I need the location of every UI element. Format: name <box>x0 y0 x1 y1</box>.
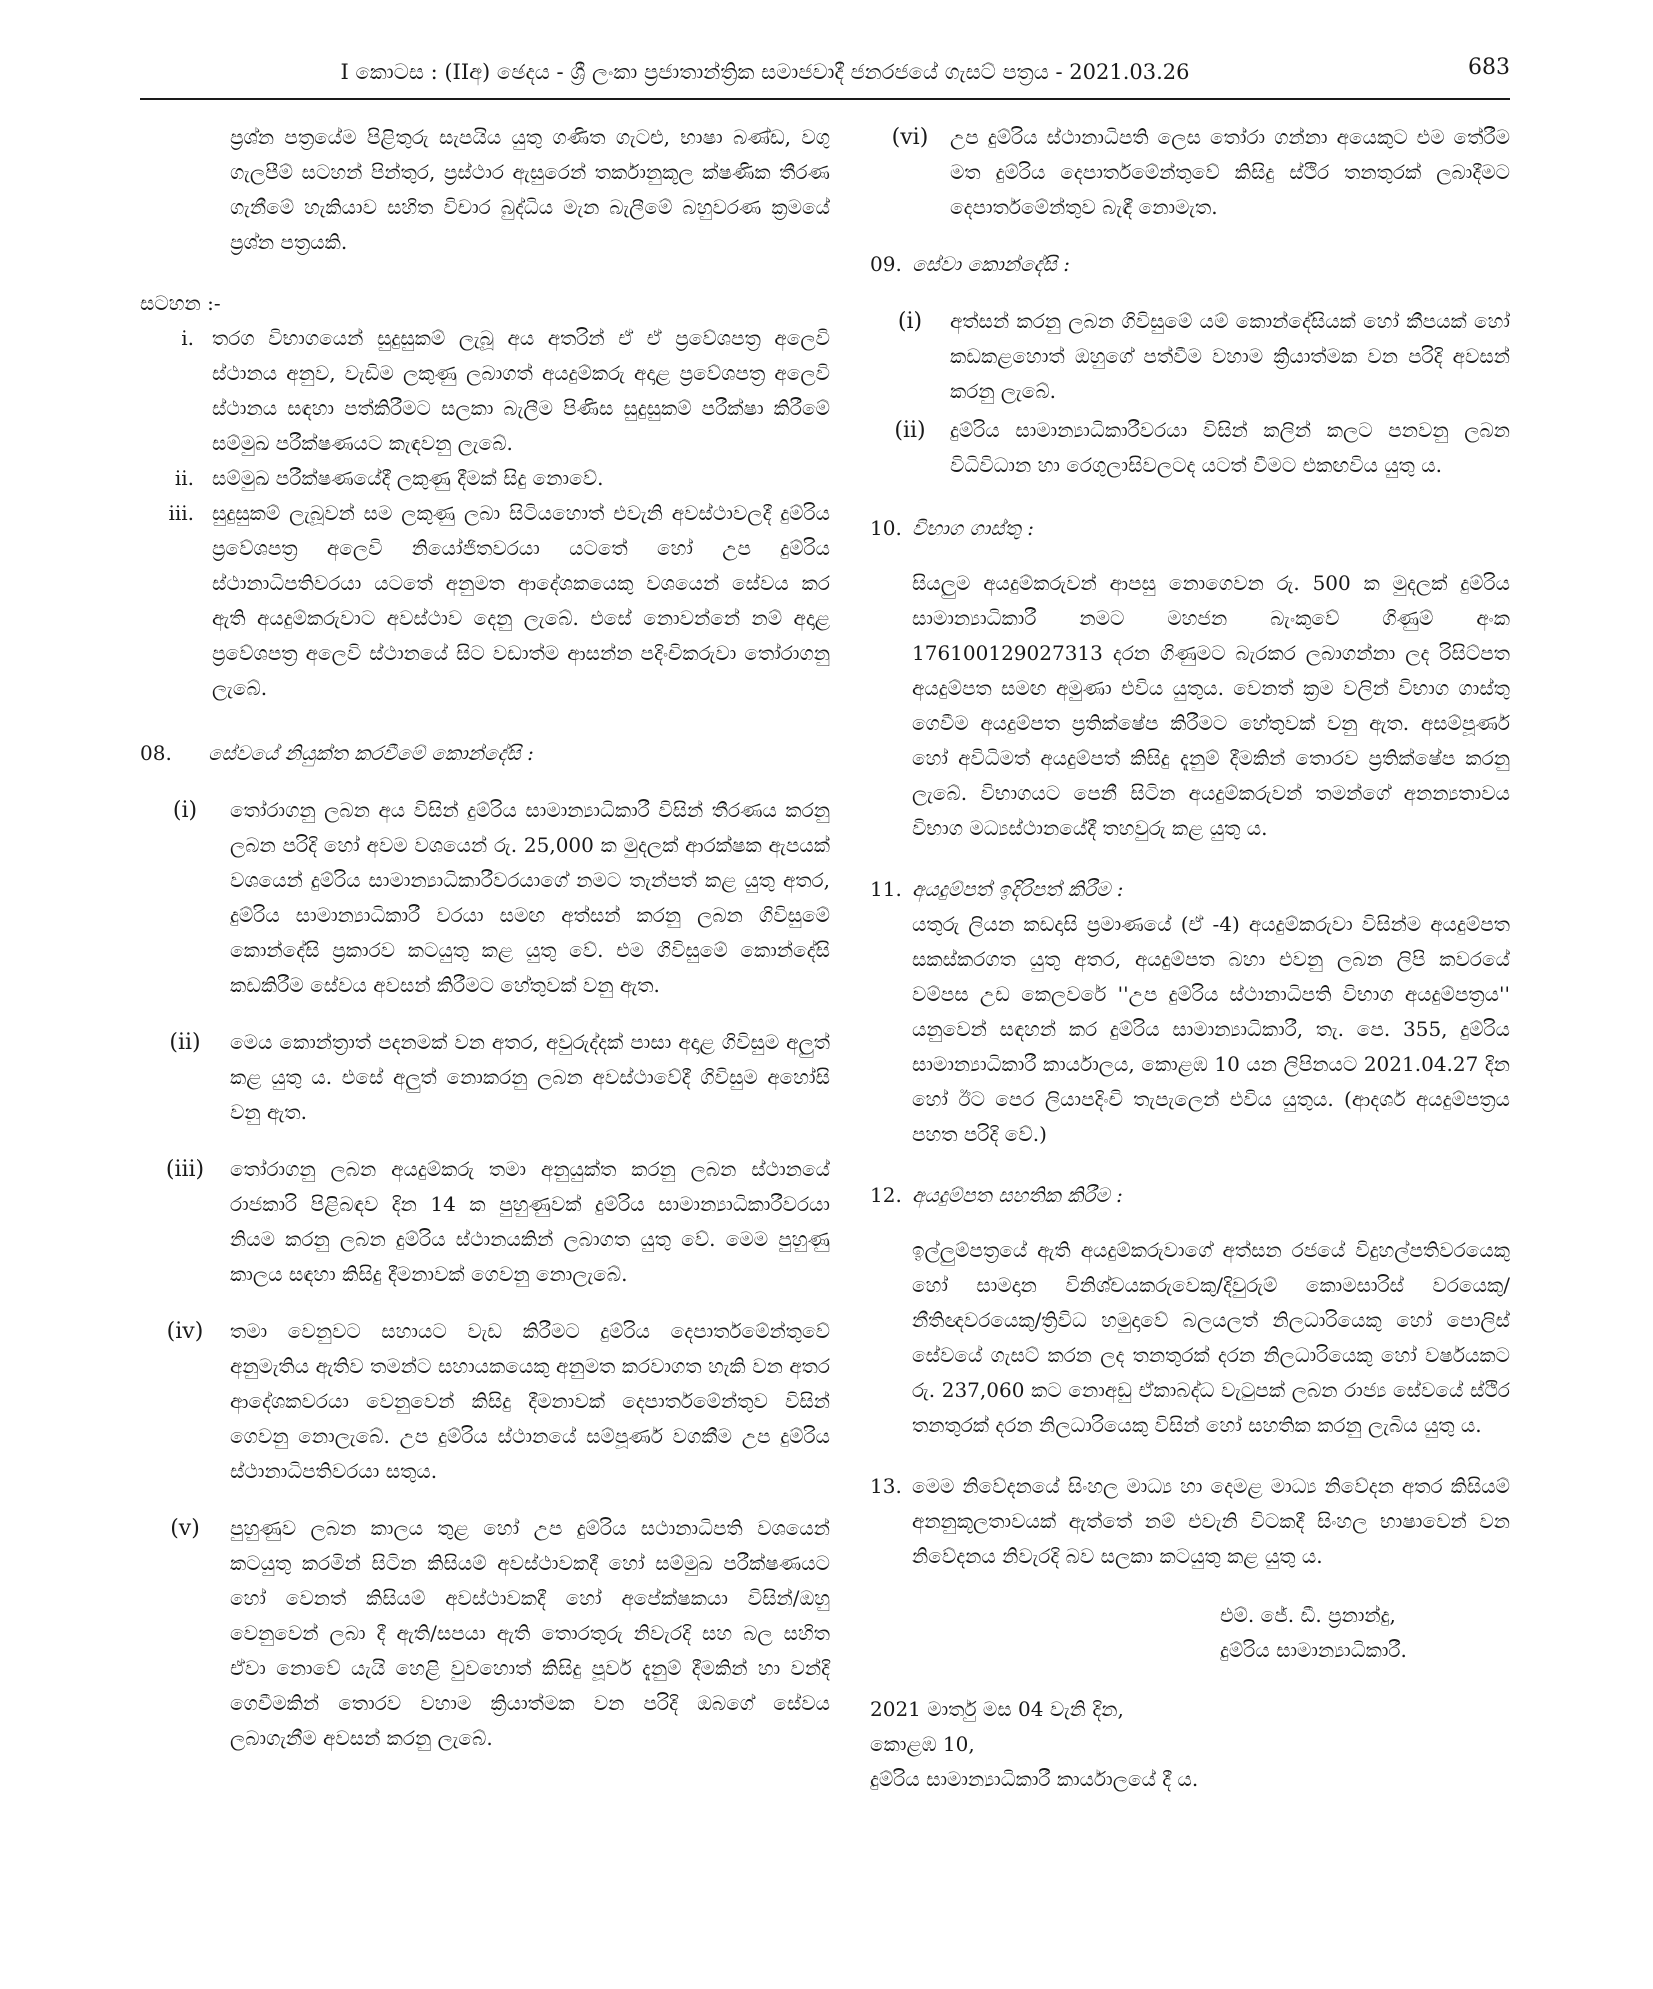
item-number: (iii) <box>165 1157 205 1182</box>
issue-details <box>870 1692 1510 1797</box>
issue-office: දුම්රිය සාමාන්‍යාධිකාරී කාර්යාලයේ දී ය. <box>870 1767 1199 1791</box>
section-title: අයදුම්පත් ඉදිරිපත් කිරීම : <box>912 877 1124 901</box>
section-number: 12. <box>870 1183 902 1207</box>
note-text: සම්මුඛ පරීක්ෂණයේදී ලකුණු දීමක් සිදු නොවේ. <box>212 466 604 490</box>
note-number: ii. <box>174 466 194 490</box>
section-number: 11. <box>870 877 902 901</box>
exam-paper-description: ප්‍රශ්න පත්‍රයේම පිළිතුරු සැපයිය යුතු ගණිත ගැටළු, භාෂා බණ්ඩ, වගු ගැලපීම් සටහන් පින්තුර, ප්‍රස්ථාර ඇසුරෙන් තර්කානුකූල ක්ෂණික තීරණ ගැනීමේ හැකියාව සහිත විචාර බුද්ධිය මැන බැලීමේ බහුවරණ ක්‍රමයේ ප්‍රශ්න පත්‍රයකි. <box>230 125 830 254</box>
item-text: අත්සන් කරනු ලබන ගිවිසුමේ යම් කොන්දේසියක් හෝ කීපයක් හෝ කඩකළහොත් ඔහුගේ පත්වීම වහාම ක්‍රියාත්මක වන පරිදි අවසන් කරනු ලැබේ. <box>950 309 1510 403</box>
section-number: 10. <box>870 516 902 540</box>
section-10-body: සියලුම අයදුම්කරුවන් ආපසු නොගෙවන රු. 500 ක මුදලක් දුම්රිය සාමාන්‍යාධිකාරී නමට මහජන බැංකුවේ ගිණුම් අංක 176100129027313 දරන ගිණුමට බැරකර ලබාගන්නා ලද රිසිට්පත අයදුම්පත සමඟ අමුණා එවිය යුතුය. වෙනත් ක්‍රම වලින් විභාග ගාස්තු ගෙවීම අයදුම්පත ප්‍රතික්ෂේප කිරීමට හේතුවක් වනු ඇත. අසම්පූර්ණ හෝ අවිධිමත් අයදුම්පත් කිසිදු දැනුම් දීමකින් තොරව ප්‍රතික්ෂේප කරනු ලැබේ. විභාගයට පෙනී සිටින අයදුම්කරුවන් තමන්ගේ අනන්‍යතාවය විභාග මධ්‍යස්ථානයේදී තහවුරු කළ යුතු ය. <box>912 571 1510 840</box>
item-number: (v) <box>170 1516 200 1541</box>
section-11-heading <box>870 872 1510 907</box>
note-text: තරග විභාගයෙන් සුදුසුකම් ලැබූ අය අතරින් ඒ ඒ ප්‍රවේශපත්‍ර අලෙවි ස්ථානය අනුව, වැඩිම ලකුණු ලබාගත් අයදුම්කරු අදාළ ප්‍රවේශපත්‍ර අලෙවි ස්ථානය සඳහා පත්කිරීමට සලකා බැලීම පිණිස සුදුසුකම් පරීක්ෂා කිරීමේ සම්මුඛ පරීක්ෂණයට කැඳවනු ලැබේ. <box>212 326 830 455</box>
note-item <box>140 496 830 706</box>
issue-place: කොළඹ 10, <box>870 1732 975 1756</box>
note-title: සටහන :- <box>140 291 221 315</box>
section-8-heading <box>140 736 830 771</box>
item-text: මෙය කොන්ත්‍රාත් පදනමක් වන අතර, අවුරුද්දක් පාසා අදාළ ගිවිසුම අලුත් කළ යුතු ය. එසේ අලුත් නොකරනු ලබන අවස්ථාවේදී ගිවිසුම අහෝසි වනු ඇත. <box>230 1030 830 1124</box>
section-13 <box>870 1469 1510 1574</box>
section-9-item <box>870 413 1510 483</box>
item-text: තමා වෙනුවට සහායට වැඩ කිරීමට දුම්රිය දෙපාර්තමේන්තුවේ අනුමැතිය ඇතිව තමන්ට සහායකයෙකු අනුමත කරවාගත හැකි වන අතර ආදේශකවරයා වෙනුවෙන් කිසිදු දීමනාවක් දෙපාර්තමේන්තුව විසින් ගෙවනු නොලැබේ. උප දුම්රිය ස්ථානයේ සම්පූර්ණ වගකීම උප දුම්රිය ස්ථානාධිපතිවරයා සතුය. <box>230 1319 830 1483</box>
left-column <box>140 120 830 1778</box>
notes-list <box>140 321 830 706</box>
section-8-item-vi <box>870 120 1510 225</box>
signature-block <box>1220 1598 1510 1668</box>
section-9-item <box>870 304 1510 409</box>
note-text: සුදුසුකම් ලැබූවන් සම ලකුණු ලබා සිටියහොත් එවැනි අවස්ථාවලදී දුම්රිය ප්‍රවේශපත්‍ර අලෙවි නියෝජිතවරයා යටතේ හෝ උප දුම්රිය ස්ථානාධිපතිවරයා යටතේ අනුමත ආදේශකයෙකු වශයෙන් සේවය කර ඇති අයදුම්කරුවාට අවස්ථාව දෙනු ලැබේ. එසේ නොවන්නේ නම් අදාළ ප්‍රවේශපත්‍ර අලෙවි ස්ථානයේ සිට වඩාත්ම ආසන්න පදිංචිකරුවා තෝරාගනු ලැබේ. <box>212 501 830 700</box>
section-number: 08. <box>140 741 172 765</box>
item-text: දුම්රිය සාමාන්‍යාධිකාරීවරයා විසින් කලින් කලට පනවනු ලබන විධිවිධාන හා රෙගුලාසිවලටද යටත් වීමට එකඟවිය යුතු ය. <box>950 418 1510 477</box>
gazette-header-title: I කොටස : (IIඅ) ඡෙදය - ශ්‍රී ලංකා ප්‍රජාතාන්ත්‍රික සමාජවාදී ජනරජයේ ගැසට් පත්‍රය - 2021.03.26 <box>340 60 1190 84</box>
right-column <box>870 120 1510 1797</box>
item-text: උප දුම්රිය ස්ථානාධිපති ලෙස තෝරා ගන්නා අයෙකුට එම තේරීම මත දුම්රිය දෙපාර්තමේන්තුවේ කිසිදු ස්ථිර තනතුරක් ලබාදීමට දෙපාර්තමේන්තුව බැඳී නොමැත. <box>950 125 1510 219</box>
signatory-title: දුම්රිය සාමාන්‍යාධිකාරී. <box>1220 1638 1407 1662</box>
item-number: (i) <box>897 309 923 334</box>
item-number: (ii) <box>169 1030 201 1055</box>
section-9-heading <box>870 247 1510 282</box>
section-8-item <box>140 1314 830 1489</box>
item-number: (iv) <box>166 1319 204 1344</box>
section-number: 09. <box>870 252 902 276</box>
section-title: සේවා කොන්දේසි : <box>912 252 1070 276</box>
note-item <box>140 321 830 461</box>
note-number: i. <box>181 326 194 350</box>
section-11-body: යතුරු ලියන කඩදාසි ප්‍රමාණයේ (ඒ -4) අයදුම්කරුවා විසින්ම අයදුම්පත සකස්කරගත යුතු අතර, අයදුම්පත බහා එවනු ලබන ලිපි කවරයේ වම්පස උඩ කෙලවරේ ''උප දුම්රිය ස්ථානාධිපති විභාග අයදුම්පත්‍රය'' යනුවෙන් සඳහන් කර දුම්රිය සාමාන්‍යාධිකාරී, තැ. පෙ. 355, දුම්රිය සාමාන්‍යාධිකාරී කාර්යාලය, කොළඹ 10 යන ලිපිනයට 2021.04.27 දින හෝ ඊට පෙර ලියාපදිංචි තැපැලෙන් එවිය යුතුය. (ආදර්ශ අයදුම්පත්‍රය පහත පරිදි වේ.) <box>912 912 1510 1146</box>
section-8-item <box>140 793 830 1003</box>
item-number: (i) <box>172 798 198 823</box>
item-number: (ii) <box>894 418 926 443</box>
section-8-item <box>140 1511 830 1756</box>
item-text: පුහුණුව ලබන කාලය තුළ හෝ උප දුම්රිය සථානාධිපති වශයෙන් කටයුතු කරමින් සිටින කිසියම් අවස්ථාවකදී හෝ සම්මුඛ පරීක්ෂණයට හෝ වෙනත් කිසියම් අවස්ථාවකදී හෝ අපේක්ෂකයා විසින්/ඔහු වෙනුවෙන් ලබා දී ඇති/සපයා ඇති තොරතුරු නිවැරදි සහ බල සහිත ඒවා නොවේ යැයි හෙළි වුවහොත් කිසිදු පූර්ව දැනුම් දීමකින් හා වන්දි ගෙවීමකින් තොරව වහාම ක්‍රියාත්මක වන පරිදි ඔබගේ සේවය ලබාගැනීම අවසන් කරනු ලැබේ. <box>230 1516 830 1750</box>
item-text: තෝරාගනු ලබන අය විසින් දුම්රිය සාමාන්‍යාධිකාරී විසින් තීරණය කරනු ලබන පරිදි හෝ අවම වශයෙන් රු. 25,000 ක මුදලක් ආරක්ෂක ඇපයක් වශයෙන් දුම්රිය සාමාන්‍යාධිකාරීවරයාගේ නමට තැන්පත් කළ යුතු අතර, දුම්රිය සාමාන්‍යාධිකාරී වරයා සමඟ අත්සන් කරනු ලබන ගිවිසුමේ කොන්දේසි ප්‍රකාරව කටයුතු කළ යුතු වේ. එම ගිවිසුමේ කොන්දේසි කඩකිරීම සේවය අවසන් කිරීමට හේතුවක් වනු ඇත. <box>230 798 830 997</box>
note-item <box>140 461 830 496</box>
item-number: (vi) <box>891 125 929 150</box>
section-title: සේවයේ නියුක්ත කරවීමේ කොන්දේසි : <box>208 741 534 765</box>
page-number: 683 <box>1468 55 1510 80</box>
section-12-heading <box>870 1178 1510 1213</box>
section-title: අයදුම්පත සහතික කිරීම : <box>912 1183 1123 1207</box>
note-number: iii. <box>168 501 194 525</box>
signatory-name: එම්. ජේ. ඩී. ප්‍රනාන්දු, <box>1220 1603 1396 1627</box>
section-number: 13. <box>870 1474 902 1498</box>
section-13-body: මෙම නිවේදනයේ සිංහල මාධ්‍ය හා දෙමළ මාධ්‍ය නිවේදන අතර කිසියම් අනනුකූලතාවයක් ඇත්තේ නම් එවැනි විටකදී සිංහල භාෂාවෙන් වන නිවේදනය නිවැරදි බව සලකා කටයුතු කළ යුතු ය. <box>912 1474 1510 1568</box>
item-text: තෝරාගනු ලබන අයදුම්කරු තමා අනුයුක්ත කරනු ලබන ස්ථානයේ රාජකාරි පිළිබඳව දින 14 ක පුහුණුවක් දුම්රිය සාමාන්‍යාධිකාරීවරයා නියම කරනු ලබන දුම්රිය ස්ථානයකින් ලබාගත යුතු වේ. මෙම පුහුණු කාලය සඳහා කිසිදු දීමනාවක් ගෙවනු නොලැබේ. <box>230 1157 830 1286</box>
issue-date: 2021 මාර්තු මස 04 වැනි දින, <box>870 1697 1124 1721</box>
section-10-heading <box>870 511 1510 546</box>
page-header <box>140 52 1510 100</box>
section-12-body: ඉල්ලුම්පත්‍රයේ ඇති අයදුම්කරුවාගේ අත්සන රජයේ විදුහල්පතිවරයෙකු හෝ සාමදාන විනිශ්චයකරුවෙකු/දිවුරුම් කොමසාරිස් වරයෙකු/නීතිඥවරයෙකු/ත්‍රිවිධ හමුදාවේ බලයලත් නිලධාරියෙකු හෝ පොලිස් සේවයේ ගැසට් කරන ලද තනතුරක් දරන නිලධාරියෙකු හෝ වර්ෂයකට රු. 237,060 කට නොඅඩු ඒකාබද්ධ වැටුපක් ලබන රාජ්‍ය සේවයේ ස්ථිර තනතුරක් දරන නිලධාරියෙකු විසින් හෝ සහතික කරනු ලැබිය යුතු ය. <box>912 1238 1510 1437</box>
section-8-item <box>140 1152 830 1292</box>
section-8-item <box>140 1025 830 1130</box>
section-title: විභාග ගාස්තු : <box>912 516 1034 540</box>
